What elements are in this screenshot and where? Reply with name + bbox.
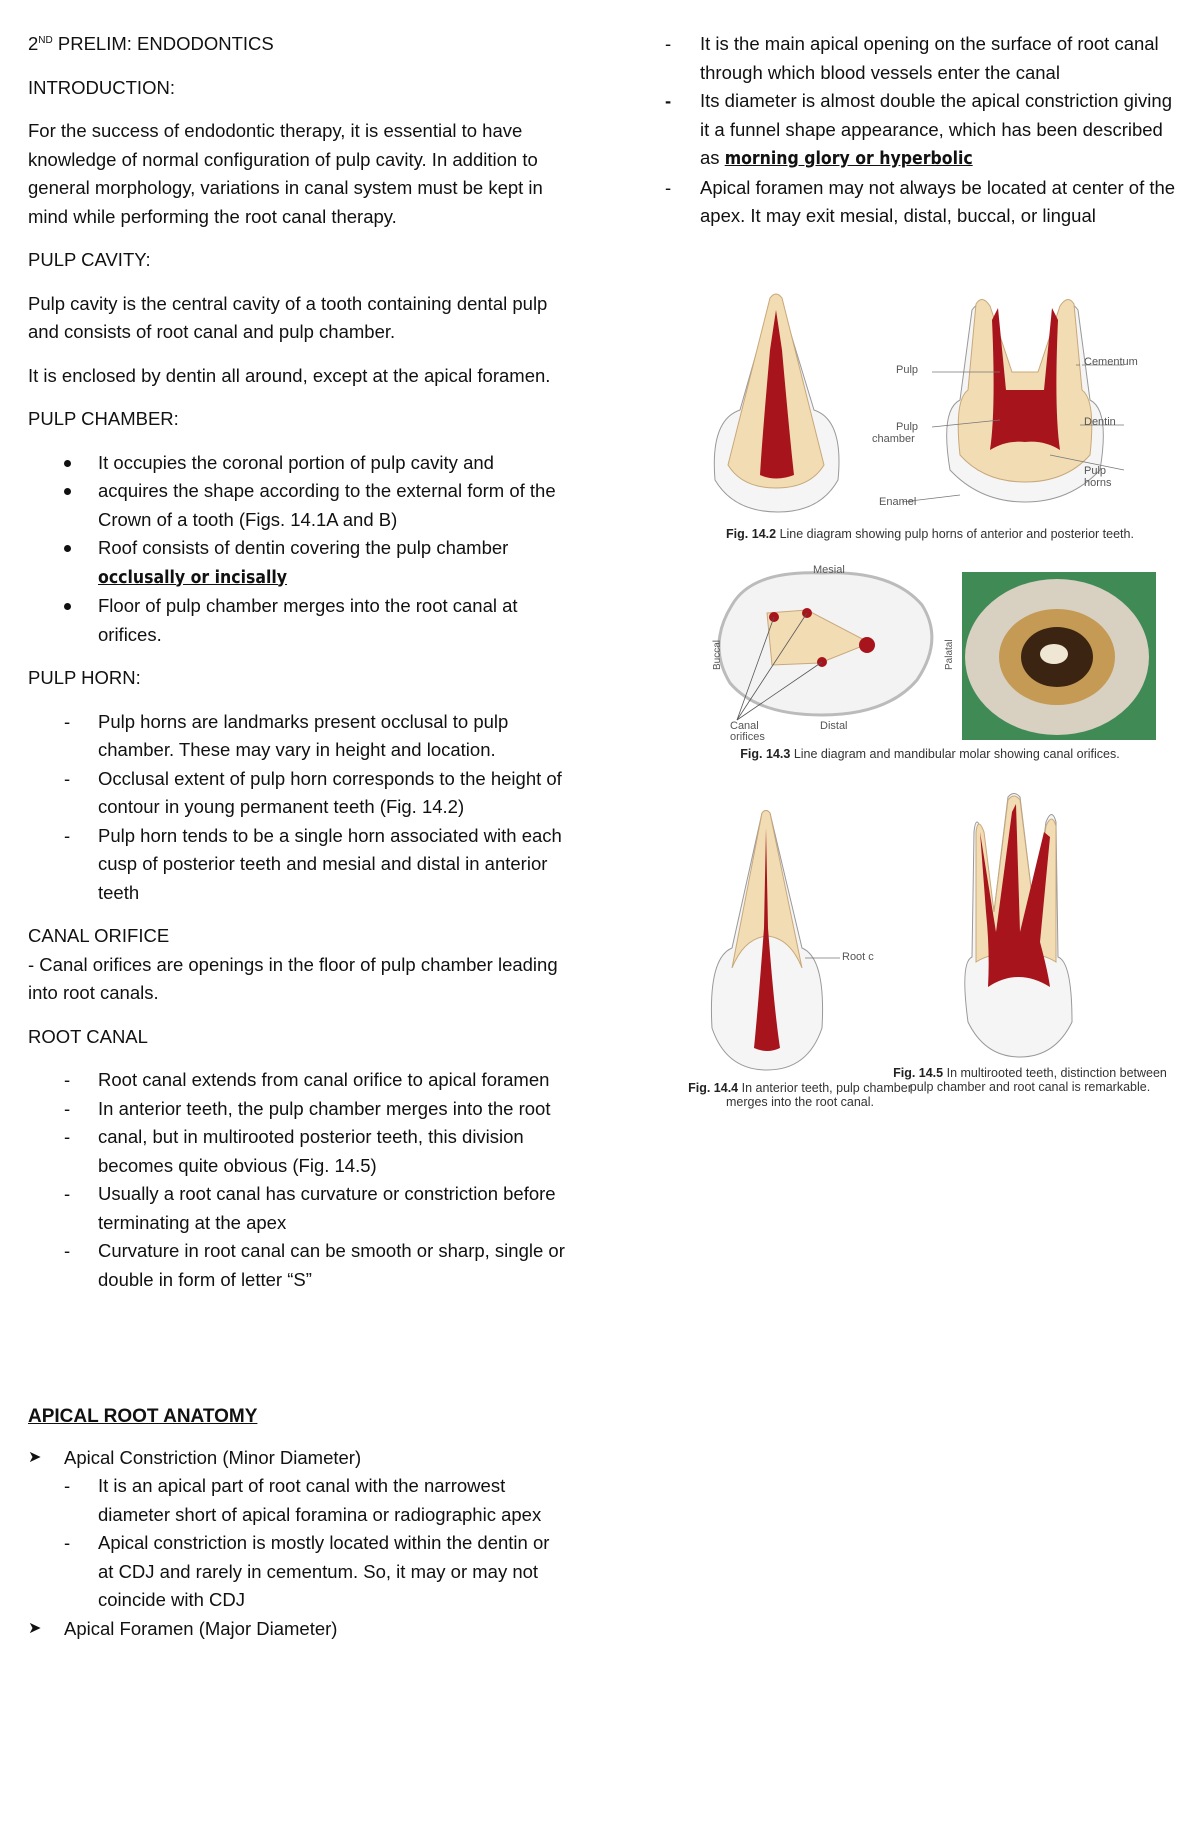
label-mesial: Mesial [813,564,845,576]
label-pulp: Pulp [896,364,919,376]
pulp-cavity-text-1: Pulp cavity is the central cavity of a tooth containing dental pulp and consists of root canal and pulp chamber. [28,292,548,342]
pulp-horn-heading: PULP HORN: [28,667,141,688]
fig-14-2-caption: Fig. 14.2 Line diagram showing pulp horns of anterior and posterior teeth. [726,527,1134,541]
canal-orifice-heading: CANAL ORIFICE [28,925,170,946]
label-pulp-chamber-1: Pulp [896,421,919,433]
introduction-text: For the success of endodontic therapy, it is essential to have knowledge of normal configuration of pulp cavity. In addition to general morphology, variations in canal system must be kept in mind while performing the root canal therapy. [28,120,543,227]
list-item: - Occlusal extent of pulp horn corresponds to the height of contour in young permanent teeth (Fig. 14.2) [64,767,562,817]
list-item: - Apical foramen may not always be located at center of the apex. It may exit mesial, distal, buccal, or lingual [665,176,1176,226]
canal-orifice-text: - Canal orifices are openings in the floor of pulp chamber leading into root canals. [28,953,558,1003]
list-item: Roof consists of dentin covering the pulp chamber occlusally or incisally [28,534,568,592]
list-item: - Apical constriction is mostly located within the dentin or at CDJ and rarely in cementum. So, it may or may not coincide with CDJ [64,1532,550,1610]
apical-constriction-item: ➤ Apical Constriction (Minor Diameter) [28,1444,568,1473]
label-cementum: Cementum [1084,356,1138,368]
list-item: - Curvature in root canal can be smooth or sharp, single or double in form of letter “S” [64,1240,565,1290]
roof-emphasis: occlusally or incisally [98,567,288,588]
list-item: - canal, but in multirooted posterior teeth, this division becomes quite obvious (Fig. 14.5) [64,1126,524,1176]
label-pulp-chamber-2: chamber [872,433,915,445]
list-item: acquires the shape according to the external form of the Crown of a tooth (Figs. 14.1A and B) [28,477,568,534]
label-pulp-horns-1: Pulp [1084,465,1107,477]
list-item: Floor of pulp chamber merges into the root canal at orifices. [28,592,568,649]
label-dentin: Dentin [1084,416,1116,428]
pulp-horn-list [28,708,568,908]
label-palatal: Palatal [944,639,955,670]
pulp-cavity-text-2: It is enclosed by dentin all around, except at the apical foramen. [28,364,551,386]
pulp-chamber-list [28,449,568,650]
list-item: - It is an apical part of root canal with the narrowest diameter short of apical foramina or radiographic apex [64,1475,542,1525]
root-canal-heading: ROOT CANAL [28,1025,148,1047]
introduction-heading: INTRODUCTION: [28,76,175,98]
fig-14-5-illustration [960,792,1080,1062]
list-item: - It is the main apical opening on the surface of root canal through which blood vessels enter the canal [665,33,1159,83]
list-item: - Pulp horn tends to be a single horn associated with each cusp of posterior teeth and mesial and distal in anterior teeth [64,824,562,903]
pulp-cavity-heading: PULP CAVITY: [28,249,151,270]
list-item: - In anterior teeth, the pulp chamber merges into the root [64,1097,551,1119]
label-canal-1: Canal [730,720,759,732]
fig-14-3-caption: Fig. 14.3 Line diagram and mandibular molar showing canal orifices. [740,747,1120,761]
pulp-chamber-heading: PULP CHAMBER: [28,408,179,429]
fig-14-4-illustration [710,808,890,1078]
apical-anatomy-heading: APICAL ROOT ANATOMY [28,1406,258,1427]
apical-foramen-item: ➤ Apical Foramen (Major Diameter) [28,1615,568,1644]
right-column [665,30,1185,231]
left-column [28,30,568,1643]
list-item: It occupies the coronal portion of pulp cavity and [28,449,568,478]
list-item: - Root canal extends from canal orifice to apical foramen [64,1069,550,1090]
list-item: - Its diameter is almost double the apical constriction giving it a funnel shape appearance, which has been described as morning glory or hyperbolic [665,90,1172,169]
label-root-canal: Root c [842,951,874,963]
list-item: - Usually a root canal has curvature or constriction before terminating at the apex [64,1183,556,1233]
fig-14-5-caption: Fig. 14.5 In multirooted teeth, distinction between pulp chamber and root canal is remarkable. [893,1066,1167,1094]
fig-14-3-diagram [712,565,942,735]
label-pulp-horns-2: horns [1084,477,1112,489]
apical-foramen-list [665,30,1185,231]
apical-constriction-list [28,1472,568,1615]
list-item: - Pulp horns are landmarks present occlusal to pulp chamber. These may vary in height and location. [64,710,509,760]
hyperbolic-emphasis: morning glory or hyperbolic [724,149,973,169]
document-title: 2ND PRELIM: ENDODONTICS [28,33,274,54]
label-buccal: Buccal [712,639,723,670]
label-canal-2: orifices [730,731,765,743]
molar-photo [962,572,1156,740]
root-canal-list [28,1066,568,1294]
orifice-dot [859,637,875,653]
arrow-bullet-icon: ➤ [28,1619,42,1637]
label-distal: Distal [820,720,848,732]
arrow-bullet-icon: ➤ [28,1448,42,1466]
pulp-floor [1040,644,1068,664]
fig-14-4-caption: Fig. 14.4 In anterior teeth, pulp chamber merges into the root canal. [688,1081,912,1109]
label-enamel: Enamel [879,496,917,508]
